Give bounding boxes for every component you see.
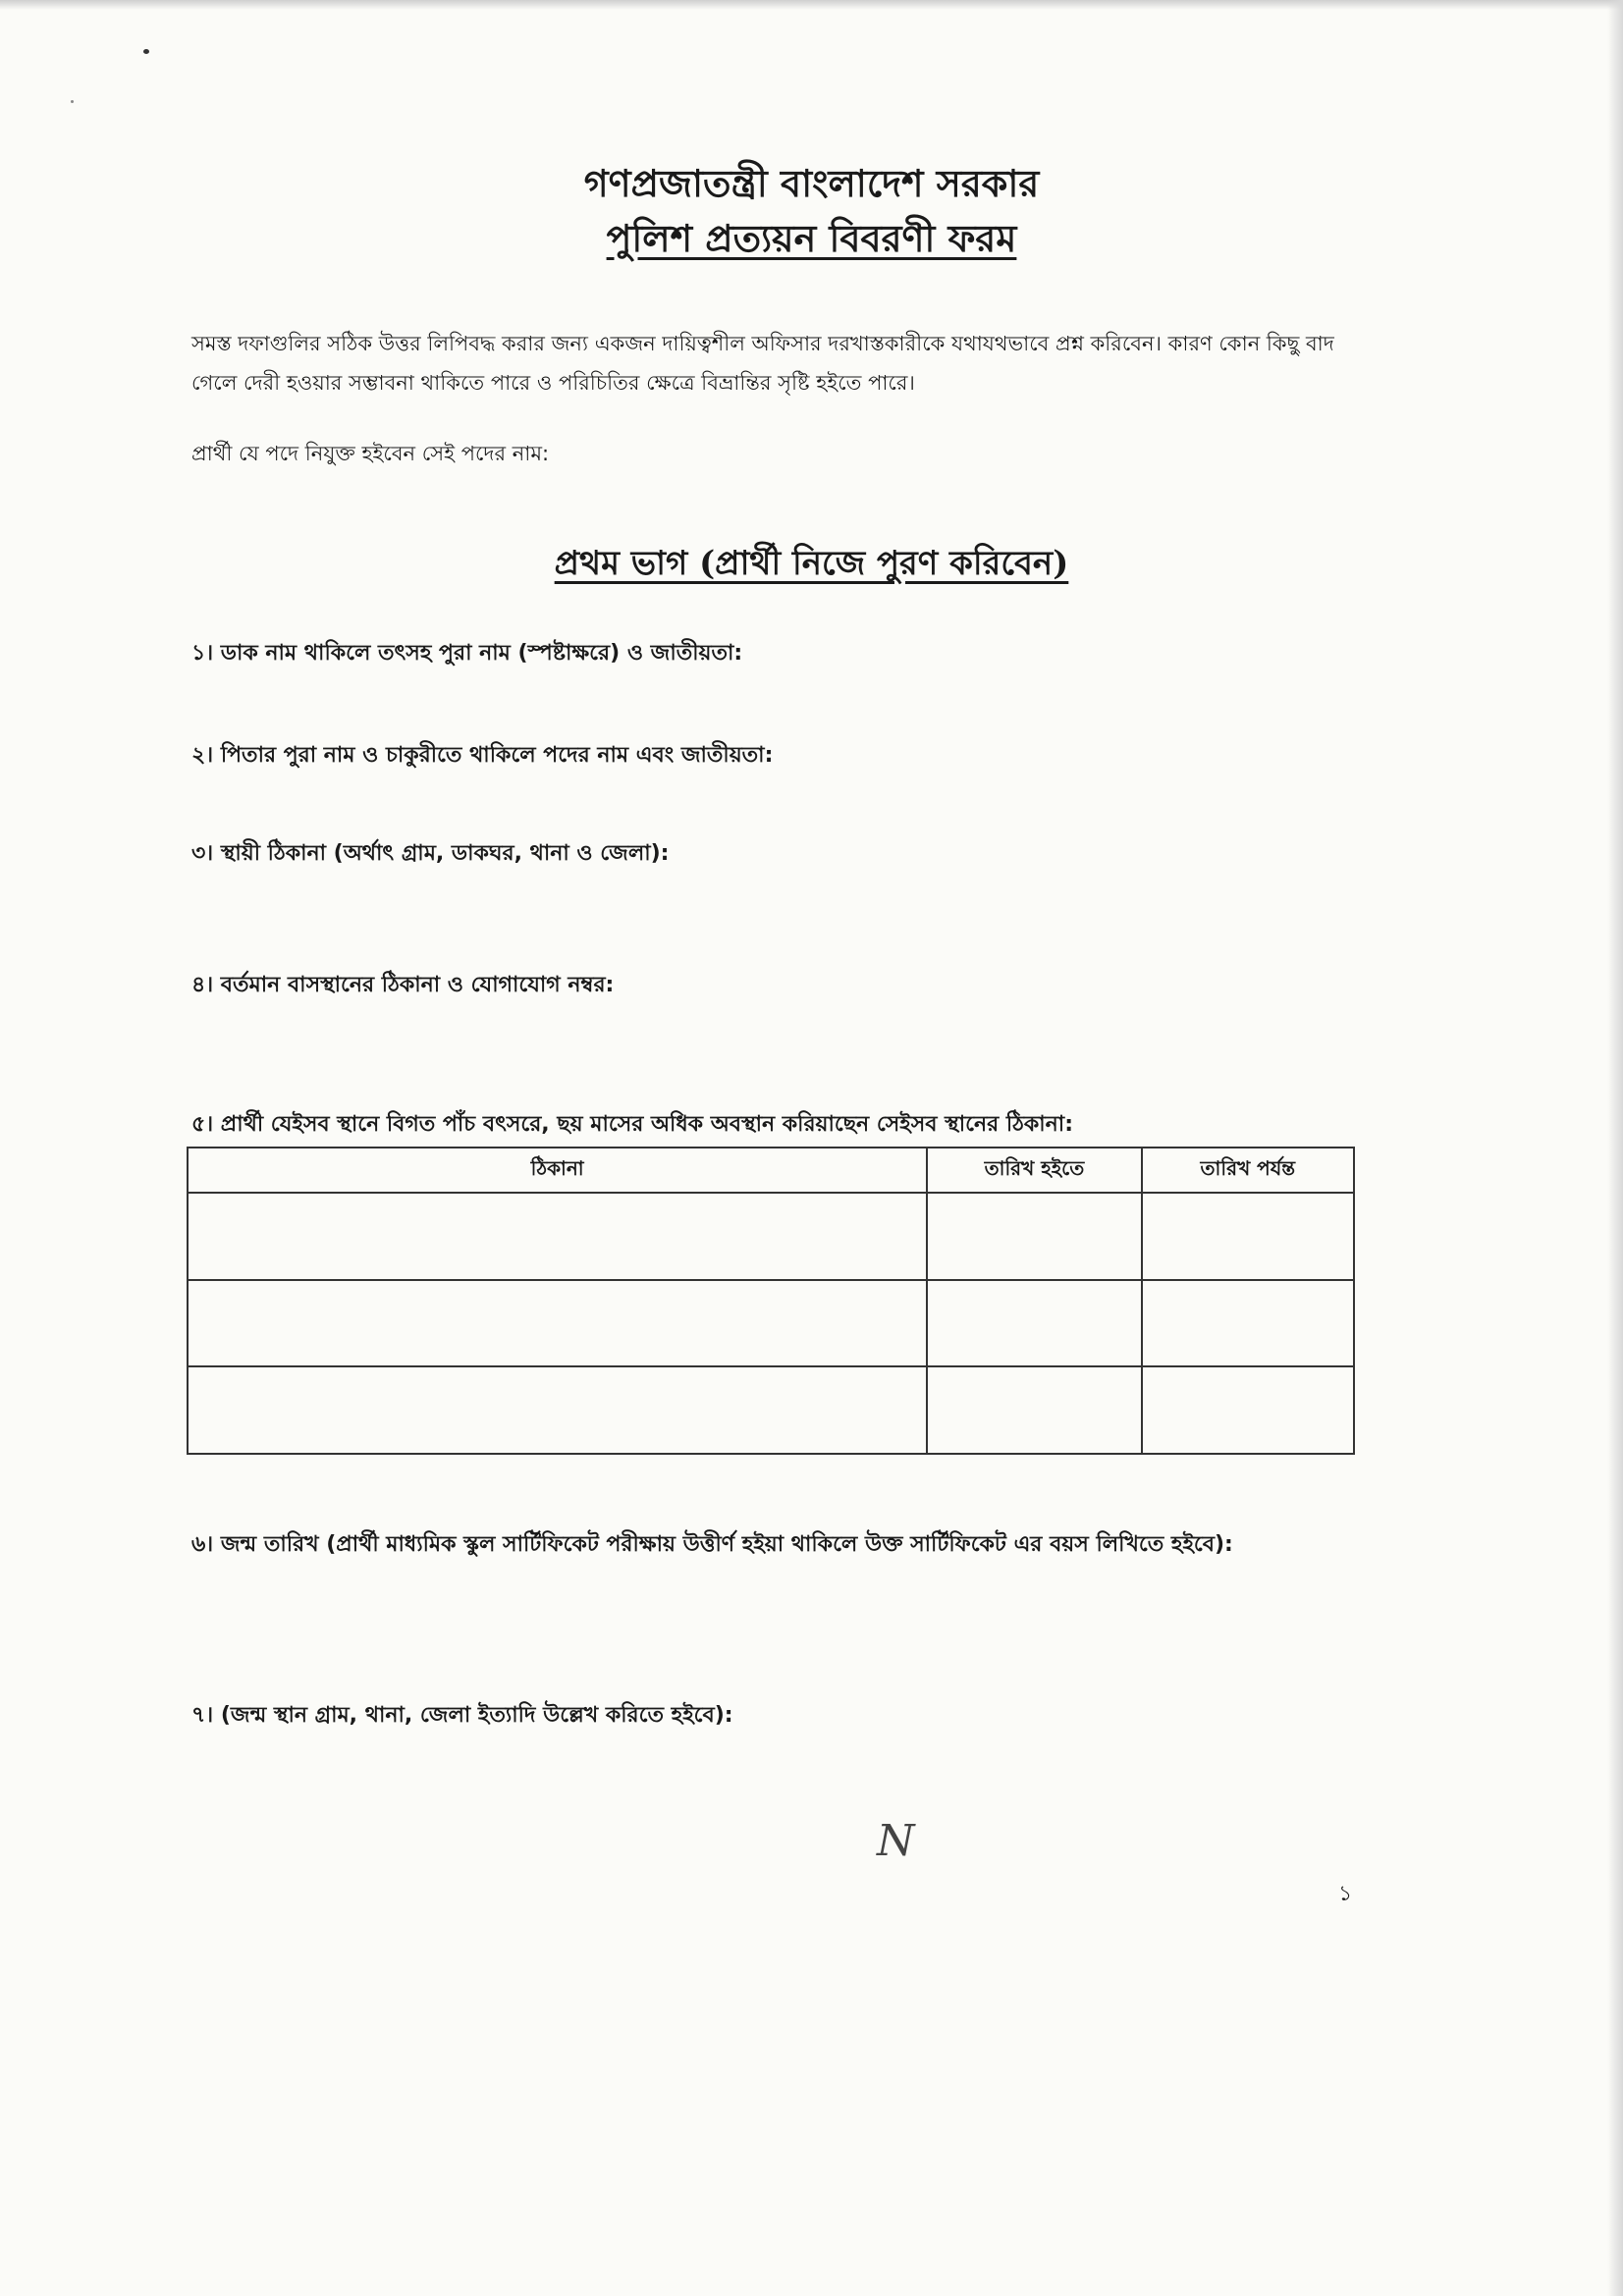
scan-speck — [71, 100, 74, 103]
page-number: ১ — [1338, 1882, 1353, 1906]
date-from-cell[interactable] — [927, 1193, 1141, 1280]
scan-edge-top — [0, 0, 1623, 10]
item-2-label: ২। পিতার পুরা নাম ও চাকুরীতে থাকিলে পদের নাম এবং জাতীয়তা: — [191, 743, 774, 768]
header-date-from: তারিখ হইতে — [927, 1148, 1141, 1193]
header-address: ঠিকানা — [188, 1148, 927, 1193]
item-1-label: ১। ডাক নাম থাকিলে তৎসহ পুরা নাম (স্পষ্টাক্ষরে) ও জাতীয়তা: — [191, 641, 743, 666]
government-title: গণপ্রজাতন্ত্রী বাংলাদেশ সরকার — [583, 161, 1040, 205]
table-row — [188, 1193, 1354, 1280]
scan-speck — [143, 49, 149, 54]
item-6-label: ৬। জন্ম তারিখ (প্রার্থী মাধ্যমিক স্কুল সার্টিফিকেট পরীক্ষায় উত্তীর্ণ হইয়া থাকিলে উক্ত সার্টিফিকেট এর বয়স লিখিতে হইবে): — [191, 1532, 1233, 1557]
table-row — [188, 1366, 1354, 1454]
section-heading: প্রথম ভাগ (প্রার্থী নিজে পুরণ করিবেন) — [554, 544, 1069, 583]
table-header-row — [188, 1148, 1354, 1193]
item-3-label: ৩। স্থায়ী ঠিকানা (অর্থাৎ গ্রাম, ডাকঘর, থানা ও জেলা): — [191, 841, 670, 866]
handwritten-initial: N — [877, 1816, 915, 1866]
header-date-to: তারিখ পর্যন্ত — [1142, 1148, 1354, 1193]
date-to-cell[interactable] — [1142, 1280, 1354, 1367]
item-7-label: ৭। (জন্ম স্থান গ্রাম, থানা, জেলা ইত্যাদি উল্লেখ করিতে হইবে): — [191, 1703, 733, 1728]
item-4-label: ৪। বর্তমান বাসস্থানের ঠিকানা ও যোগাযোগ নম্বর: — [191, 973, 615, 997]
form-title: পুলিশ প্রত্যয়ন বিবরণী ফরম — [606, 216, 1017, 260]
address-cell[interactable] — [188, 1366, 927, 1454]
address-cell[interactable] — [188, 1280, 927, 1367]
date-to-cell[interactable] — [1142, 1366, 1354, 1454]
date-from-cell[interactable] — [927, 1280, 1141, 1367]
date-from-cell[interactable] — [927, 1366, 1141, 1454]
instructions-paragraph: সমস্ত দফাগুলির সঠিক উত্তর লিপিবদ্ধ করার জন্য একজন দায়িত্বশীল অফিসার দরখাস্তকারীকে যথাযথভাবে প্রশ্ন করিবেন। কারণ কোন কিছু বাদ গেলে দেরী হওয়ার সম্ভাবনা থাকিতে পারে ও পরিচিতির ক্ষেত্রে বিভ্রান্তির সৃষ্টি হইতে পারে। — [191, 332, 1334, 395]
date-to-cell[interactable] — [1142, 1193, 1354, 1280]
item-5-label: ৫। প্রার্থী যেইসব স্থানে বিগত পাঁচ বৎসরে, ছয় মাসের অধিক অবস্থান করিয়াছেন সেইসব স্থানের ঠিকানা: — [191, 1112, 1073, 1137]
post-name-label: প্রার্থী যে পদে নিযুক্ত হইবেন সেই পদের নাম: — [191, 442, 550, 465]
table-row — [188, 1280, 1354, 1367]
address-history-table — [187, 1147, 1355, 1455]
scan-edge-right — [1607, 0, 1623, 2296]
address-cell[interactable] — [188, 1193, 927, 1280]
